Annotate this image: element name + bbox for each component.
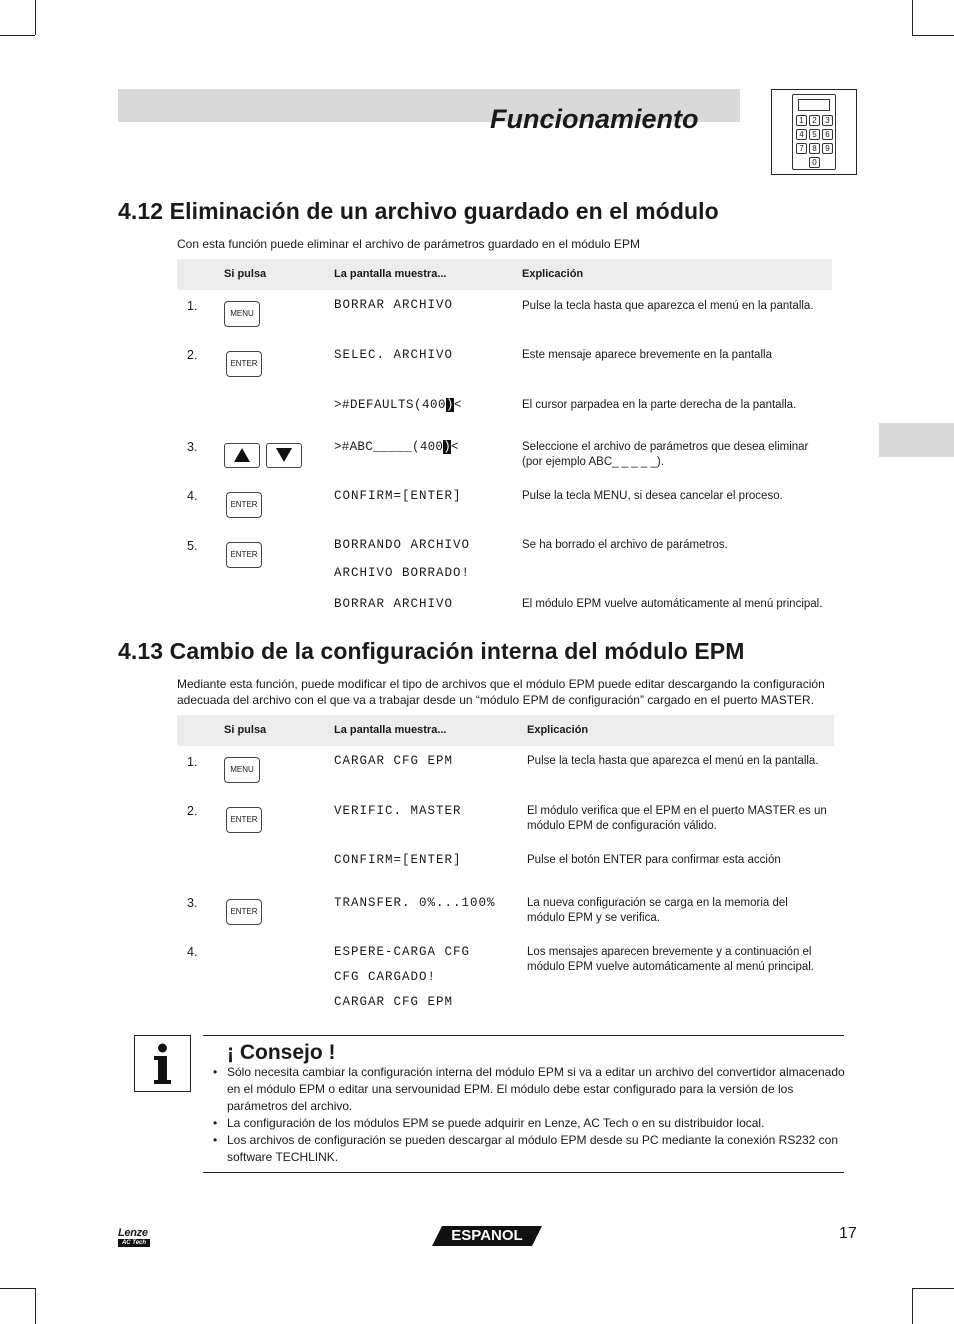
explanation-text: Se ha borrado el archivo de parámetros. — [522, 539, 728, 551]
table-header — [177, 259, 832, 290]
display-text: CFG CARGADO! — [334, 970, 437, 984]
keypad-key: 3 — [822, 115, 833, 126]
actech-logo: AC Tech — [118, 1239, 150, 1247]
up-arrow-key-icon — [224, 443, 260, 468]
display-text: ESPERE-CARGA CFG — [334, 945, 471, 959]
crop-mark — [912, 35, 954, 36]
display-text: CARGAR CFG EPM — [334, 754, 454, 768]
step-number: 3. — [187, 440, 198, 454]
crop-mark — [35, 1288, 36, 1324]
display-text: CONFIRM=[ENTER] — [334, 489, 462, 503]
column-header-press: Si pulsa — [224, 724, 267, 736]
step-number: 3. — [187, 896, 198, 910]
enter-key-icon: ENTER — [226, 899, 262, 925]
lenze-logo: Lenze — [118, 1227, 148, 1239]
display-text: CONFIRM=[ENTER] — [334, 853, 462, 867]
info-icon — [134, 1035, 191, 1092]
table-header — [177, 715, 834, 746]
step-number: 1. — [187, 755, 198, 769]
keypad-key: 4 — [796, 129, 807, 140]
step-number: 4. — [187, 945, 198, 959]
column-header-explanation: Explicación — [522, 268, 584, 280]
down-arrow-key-icon — [266, 443, 302, 468]
column-header-explanation: Explicación — [527, 724, 589, 736]
step-number: 2. — [187, 804, 198, 818]
explanation-text: Pulse la tecla MENU, si desea cancelar el proceso. — [522, 490, 783, 502]
crop-mark — [912, 0, 913, 35]
display-text: VERIFIC. MASTER — [334, 804, 462, 818]
keypad-screen — [798, 99, 830, 111]
keypad-key: 7 — [796, 143, 807, 154]
blinking-cursor: ) — [443, 440, 452, 454]
display-text: >#DEFAULTS(400)< — [334, 398, 463, 412]
crop-mark — [912, 1288, 954, 1289]
page-title: Funcionamiento — [490, 104, 699, 134]
display-text: >#ABC_____(400)< — [334, 440, 459, 454]
display-text: BORRANDO ARCHIVO — [334, 538, 471, 552]
explanation-text: La nueva configuración se carga en la memoria del módulo EPM y se verifica. — [527, 897, 788, 924]
step-number: 5. — [187, 539, 198, 553]
tip-top-rule — [203, 1035, 844, 1036]
keypad-key: 0 — [809, 157, 820, 168]
keypad-key: 5 — [809, 129, 820, 140]
explanation-text: Pulse el botón ENTER para confirmar esta acción — [527, 854, 781, 866]
section-intro: Con esta función puede eliminar el archivo de parámetros guardado en el módulo EPM — [177, 237, 640, 251]
enter-key-icon: ENTER — [226, 542, 262, 568]
menu-key-icon: MENU — [224, 301, 260, 327]
step-number: 2. — [187, 348, 198, 362]
keypad-key: 8 — [809, 143, 820, 154]
explanation-text: El módulo verifica que el EPM en el puerto MASTER es un módulo EPM de configuración válido. — [527, 805, 827, 832]
section-heading: 4.12 Eliminación de un archivo guardado en el módulo — [118, 198, 719, 224]
display-text: ARCHIVO BORRADO! — [334, 566, 471, 580]
explanation-text: Pulse la tecla hasta que aparezca el menú en la pantalla. — [527, 755, 819, 767]
explanation-text: Los mensajes aparecen brevemente y a continuación el módulo EPM vuelve automáticamente al menú principal. — [527, 946, 815, 973]
language-label: ESPANOL — [451, 1227, 523, 1244]
section-intro: Mediante esta función, puede modificar el tipo de archivos que el módulo EPM puede editar descargando la configuración adecuada del archivo con el que va a trabajar desde un “módulo EPM de configuración” cargado en el puerto MASTER. — [177, 677, 825, 707]
crop-mark — [912, 1288, 913, 1324]
display-text: BORRAR ARCHIVO — [334, 597, 454, 611]
keypad-icon — [792, 94, 836, 170]
enter-key-icon: ENTER — [226, 492, 262, 518]
tip-bullet: • La configuración de los módulos EPM se puede adquirir en Lenze, AC Tech o en su distribuidor local. — [213, 1115, 845, 1132]
tip-title: ¡ Consejo ! — [227, 1041, 336, 1064]
side-tab — [879, 423, 954, 457]
explanation-text: Pulse la tecla hasta que aparezca el menú en la pantalla. — [522, 300, 814, 312]
step-number: 4. — [187, 489, 198, 503]
menu-key-icon: MENU — [224, 757, 260, 783]
tip-list — [213, 1064, 845, 1166]
page-number: 17 — [839, 1225, 857, 1242]
crop-mark — [35, 0, 36, 35]
crop-mark — [0, 35, 35, 36]
column-header-press: Si pulsa — [224, 268, 267, 280]
display-text: CARGAR CFG EPM — [334, 995, 454, 1009]
display-text: SELEC. ARCHIVO — [334, 348, 454, 362]
explanation-text: Seleccione el archivo de parámetros que desea eliminar (por ejemplo ABC_ _ _ _ _). — [522, 441, 809, 468]
blinking-cursor: ) — [446, 398, 455, 412]
explanation-text: Este mensaje aparece brevemente en la pantalla — [522, 349, 772, 361]
display-text: BORRAR ARCHIVO — [334, 298, 454, 312]
crop-mark — [0, 1288, 35, 1289]
enter-key-icon: ENTER — [226, 807, 262, 833]
keypad-key: 2 — [809, 115, 820, 126]
section-heading: 4.13 Cambio de la configuración interna del módulo EPM — [118, 638, 745, 664]
display-text: TRANSFER. 0%...100% — [334, 896, 496, 910]
explanation-text: El módulo EPM vuelve automáticamente al menú principal. — [522, 598, 823, 610]
enter-key-icon: ENTER — [226, 351, 262, 377]
keypad-key: 1 — [796, 115, 807, 126]
explanation-text: El cursor parpadea en la parte derecha de la pantalla. — [522, 399, 797, 411]
column-header-display: La pantalla muestra... — [334, 268, 447, 280]
tip-bottom-rule — [203, 1172, 844, 1173]
tip-bullet: • Los archivos de configuración se pueden descargar al módulo EPM desde su PC mediante la conexión RS232 con software TECHLINK. — [213, 1132, 845, 1166]
keypad-key: 6 — [822, 129, 833, 140]
keypad-key: 9 — [822, 143, 833, 154]
tip-bullet: • Sólo necesita cambiar la configuración interna del módulo EPM si va a editar un archivo del convertidor almacenado en el módulo EPM o editar una servounidad EPM. El módulo debe estar configurado para la versión de los parámetros del archivo. — [213, 1064, 845, 1115]
column-header-display: La pantalla muestra... — [334, 724, 447, 736]
step-number: 1. — [187, 299, 198, 313]
